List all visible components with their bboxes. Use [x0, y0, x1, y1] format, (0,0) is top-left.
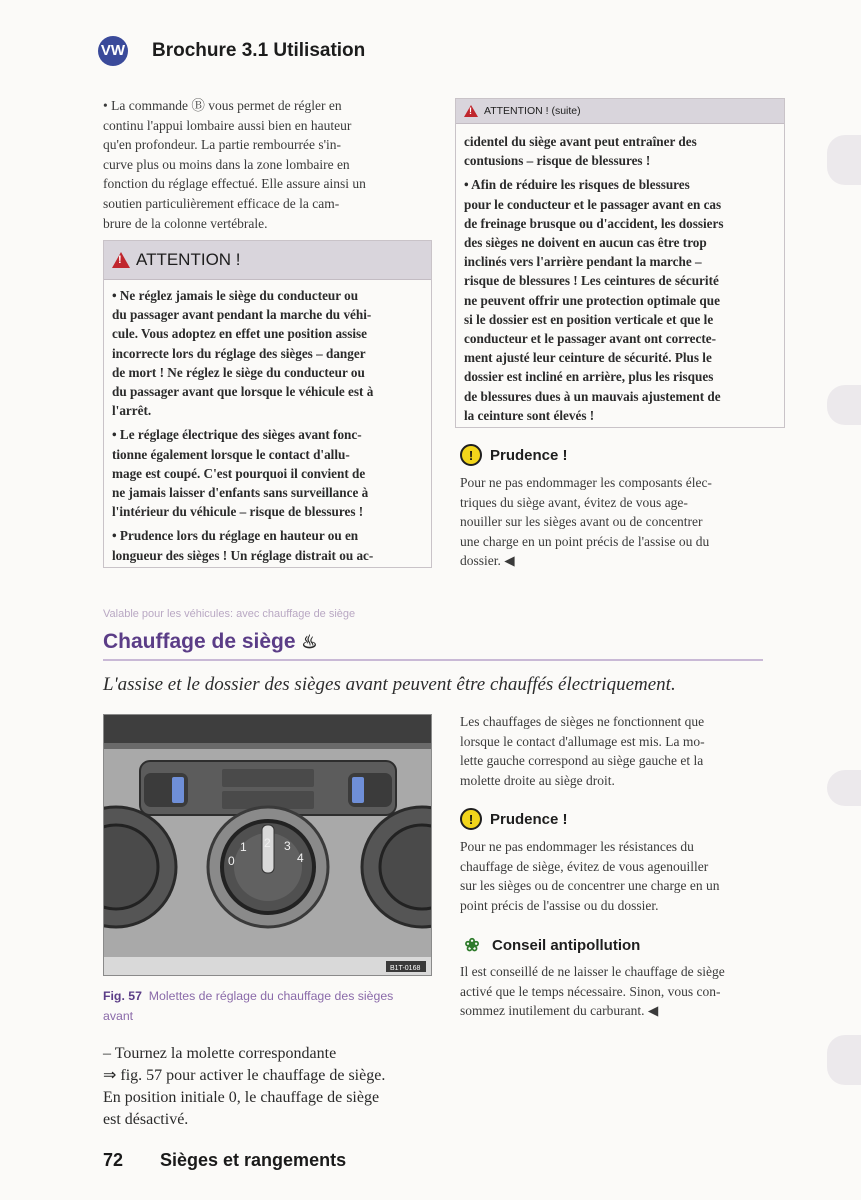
- text-line: – Tournez la molette correspondante: [103, 1045, 337, 1062]
- knob-number: 2: [264, 836, 271, 850]
- lumbar-paragraph: [103, 96, 433, 233]
- vw-logo-icon: [98, 36, 128, 66]
- text-line: incorrecte lors du réglage des sièges – danger: [112, 345, 366, 361]
- warning-triangle-icon: [112, 252, 130, 268]
- margin-tab: [827, 135, 861, 185]
- text-line: nouiller sur les sièges avant ou de concentrer: [460, 514, 703, 530]
- text-line: ne jamais laisser d'enfants sans surveillance à: [112, 485, 369, 501]
- text-line: Il est conseillé de ne laisser le chauffage de siège: [460, 964, 725, 979]
- text-line: sommez inutilement du carburant. ◀: [460, 1003, 659, 1019]
- text-line: inclinés vers l'arrière pendant la marche –: [464, 254, 702, 270]
- text-line: des sièges ne doivent en aucun cas être trop: [464, 235, 707, 251]
- warning-body: [104, 280, 431, 565]
- text-line: soutien particulièrement efficace de la cam-: [103, 195, 340, 211]
- instruction-text: [103, 1043, 443, 1131]
- text-line: sur les sièges ou de concentrer une charge en un: [460, 878, 720, 894]
- text-line: • Prudence lors du réglage en hauteur ou en: [112, 528, 359, 544]
- text-line: lette gauche correspond au siège gauche et la: [460, 753, 704, 769]
- text-line: triques du siège avant, évitez de vous age-: [460, 494, 688, 510]
- text-line: l'intérieur du véhicule – risque de blessures !: [112, 504, 364, 520]
- section-title: [103, 630, 318, 654]
- text-line: dossier est incliné en arrière, plus les risques: [464, 369, 714, 385]
- text-line: chauffage de siège, évitez de vous agenouiller: [460, 858, 709, 874]
- text-line: • Le réglage électrique des sièges avant fonc-: [112, 427, 362, 443]
- margin-tab: [827, 770, 861, 806]
- eco-heading: [460, 934, 640, 956]
- heating-paragraph: [460, 712, 790, 790]
- knob-number: 4: [297, 851, 304, 865]
- text-line: une charge en un point précis de l'assise ou du: [460, 533, 710, 549]
- text-line: est désactivé.: [103, 1111, 189, 1128]
- warning-title: ATTENTION !: [136, 250, 241, 269]
- text-line: activé que le temps nécessaire. Sinon, vous con-: [460, 983, 721, 999]
- control-panel-illustration: [104, 715, 431, 975]
- prudence-heading: [460, 808, 568, 830]
- text-line: dossier. ◀: [460, 553, 515, 569]
- logo-text: VW: [100, 42, 126, 59]
- figure-seat-heating-controls: [103, 714, 432, 976]
- prudence-text: [460, 837, 790, 915]
- prudence-title: Prudence !: [490, 810, 568, 828]
- knob-number: 0: [228, 854, 235, 868]
- margin-tab: [827, 385, 861, 425]
- caution-circle-icon: !: [460, 444, 482, 466]
- section-intro: L'assise et le dossier des sièges avant peuvent être chauffés électriquement.: [103, 674, 676, 695]
- caption-number: Fig. 57: [103, 989, 142, 1003]
- warning-triangle-icon: [464, 105, 478, 117]
- warning-box: [103, 240, 432, 568]
- text-line: risque de blessures ! Les ceintures de sécurité: [464, 273, 719, 289]
- text-line: cidentel du siège avant peut entraîner des: [464, 134, 697, 149]
- text-line: contusions – risque de blessures !: [464, 153, 651, 169]
- figure-code: B1T-0168: [390, 965, 421, 972]
- caution-circle-icon: !: [460, 808, 482, 830]
- flower-eco-icon: ❀: [464, 934, 480, 955]
- text-line: continu l'appui lombaire aussi bien en hauteur: [103, 117, 352, 133]
- text-line: molette droite au siège droit.: [460, 772, 615, 788]
- warning-box-continued: [455, 98, 785, 428]
- section-title-text: Chauffage de siège: [103, 630, 296, 653]
- prudence-heading: [460, 444, 568, 466]
- text-line: mage est coupé. C'est pourquoi il convient de: [112, 465, 366, 481]
- text-line: du passager avant pendant la marche du véhi-: [112, 307, 372, 323]
- warning-header: [104, 241, 431, 280]
- warning-header: [456, 99, 784, 124]
- text-line: ment ajusté leur ceinture de sécurité. Plus le: [464, 350, 712, 366]
- margin-tab: [827, 1035, 861, 1085]
- section-validity: Valable pour les véhicules: avec chauffage de siège: [103, 608, 356, 620]
- text-line: En position initiale 0, le chauffage de siège: [103, 1089, 380, 1106]
- figure-caption: [103, 986, 423, 1026]
- warning-body: [456, 124, 784, 425]
- text-line: cule. Vous adoptez en effet une position assise: [112, 326, 367, 342]
- warning-title: ATTENTION ! (suite): [484, 105, 581, 117]
- seat-heating-icon: ♨: [301, 632, 318, 652]
- text-line: de blessures dues à un mauvais ajustement de: [464, 388, 721, 404]
- section-divider: [103, 659, 763, 661]
- text-line: fonction du réglage effectué. Elle assure ainsi un: [103, 176, 366, 192]
- text-line: l'arrêt.: [112, 403, 152, 419]
- text-line: • Ne réglez jamais le siège du conducteur ou: [112, 288, 359, 303]
- text-line: • Afin de réduire les risques de blessures: [464, 177, 690, 193]
- page-header-title: Brochure 3.1 Utilisation: [152, 40, 366, 61]
- text-line: Les chauffages de sièges ne fonctionnent que: [460, 714, 705, 729]
- text-line: de freinage brusque ou d'accident, les dossiers: [464, 215, 724, 231]
- text-line: conducteur et le passager avant ont correcte-: [464, 331, 716, 347]
- text-line: Pour ne pas endommager les résistances du: [460, 839, 694, 854]
- prudence-text: [460, 473, 785, 571]
- text-line: longueur des sièges ! Un réglage distrait ou ac-: [112, 547, 374, 563]
- text-line: • La commande Ⓑ vous permet de régler en: [103, 98, 342, 113]
- prudence-title: Prudence !: [490, 446, 568, 464]
- text-line: du passager avant que lorsque le véhicule est à: [112, 384, 374, 400]
- text-line: brure de la colonne vertébrale.: [103, 215, 268, 231]
- text-line: pour le conducteur et le passager avant en cas: [464, 196, 722, 212]
- eco-text: [460, 962, 790, 1021]
- text-line: qu'en profondeur. La partie rembourrée s'in-: [103, 137, 342, 153]
- eco-title: Conseil antipollution: [492, 936, 641, 954]
- text-line: point précis de l'assise ou du dossier.: [460, 897, 659, 913]
- text-line: lorsque le contact d'allumage est mis. La mo-: [460, 733, 705, 749]
- knob-number: 3: [284, 839, 291, 853]
- text-line: si le dossier est en position verticale et que le: [464, 311, 714, 327]
- text-line: ⇒ fig. 57 pour activer le chauffage de siège.: [103, 1067, 386, 1084]
- knob-number: 1: [240, 840, 247, 854]
- text-line: de mort ! Ne réglez le siège du conducteur ou: [112, 364, 365, 380]
- footer-title: Sièges et rangements: [160, 1150, 347, 1170]
- text-line: Pour ne pas endommager les composants élec-: [460, 475, 712, 490]
- text-line: ne peuvent offrir une protection optimale que: [464, 292, 720, 308]
- page-number: 72: [103, 1150, 124, 1170]
- text-line: tionne également lorsque le contact d'allu-: [112, 446, 350, 462]
- text-line: curve plus ou moins dans la zone lombaire en: [103, 156, 350, 172]
- text-line: la ceinture sont élevés !: [464, 407, 595, 423]
- caption-text: Molettes de réglage du chauffage des sièges avant: [103, 989, 394, 1023]
